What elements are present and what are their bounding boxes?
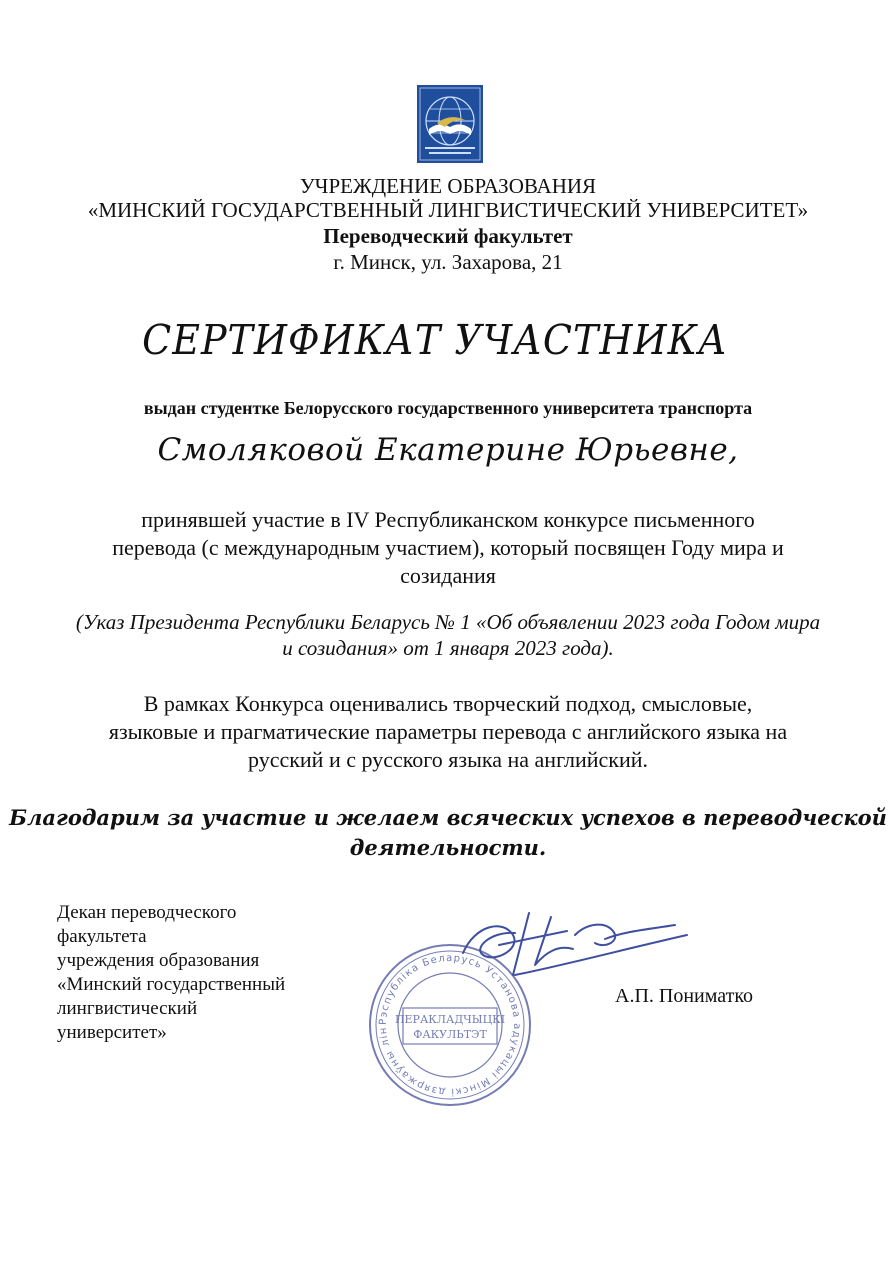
dean-title-line: университет» [57,1022,167,1043]
thanks-line: деятельности. [349,835,547,860]
participation-text [0,506,896,590]
address: г. Минск, ул. Захарова, 21 [333,250,563,274]
thanks-message [0,803,896,863]
dean-title-block [57,901,285,1045]
decree-reference [0,609,896,661]
dean-title-line: учреждения образования [57,950,260,971]
participation-line: принявшей участие в IV Республиканском конкурсе письменного [141,507,755,532]
criteria-line: В рамках Конкурса оценивались творческий подход, смысловые, [143,691,753,716]
thanks-line: Благодарим за участие и желаем всяческих успехов в переводческой [9,805,887,830]
dean-title-line: факультета [57,926,147,947]
university-book-globe-emblem-icon [417,85,483,163]
issued-to-line: выдан студентке Белорусского государственного университета транспорта [143,398,753,418]
criteria-line: русский и с русского языка на английский. [247,747,649,772]
participation-line: созидания [400,563,496,588]
participation-line: перевода (с международным участием), который посвящен Году мира и [112,535,784,560]
dean-title-line: Декан переводческого [57,902,237,923]
dean-title-line: «Минский государственный [57,974,286,995]
faculty-name: Переводческий факультет [323,224,573,248]
criteria-line: языковые и прагматические параметры перевода с английского языка на [108,719,788,744]
signer-name: А.П. Пониматко [615,985,754,1007]
stamp-inner-line: ПЕРАКЛАДЧЫЦКІ [394,1013,506,1026]
signature-scribble-icon [455,905,690,985]
institution-type: УЧРЕЖДЕНИЕ ОБРАЗОВАНИЯ [299,174,597,198]
university-name: «МИНСКИЙ ГОСУДАРСТВЕННЫЙ ЛИНГВИСТИЧЕСКИЙ УНИВЕРСИТЕТ» [87,198,809,222]
handwritten-signature [455,905,690,985]
dean-title-line: лингвистический [57,998,198,1019]
criteria-text [0,690,896,774]
university-emblem [417,85,483,163]
decree-line: и созидания» от 1 января 2023 года). [282,636,614,660]
stamp-inner-line: ФАКУЛЬТЭТ [413,1028,487,1041]
decree-line: (Указ Президента Республики Беларусь № 1 «Об объявлении 2023 года Годом мира [75,610,821,634]
recipient-name: Смоляковой Екатерине Юрьевне, [157,432,739,468]
stamp-outer-text: Рэспубліка Беларусь Установа адукацыі Мінскі дзяржаўны лін [377,952,523,1098]
certificate-title: СЕРТИФИКАТ УЧАСТНИКА [142,316,728,364]
